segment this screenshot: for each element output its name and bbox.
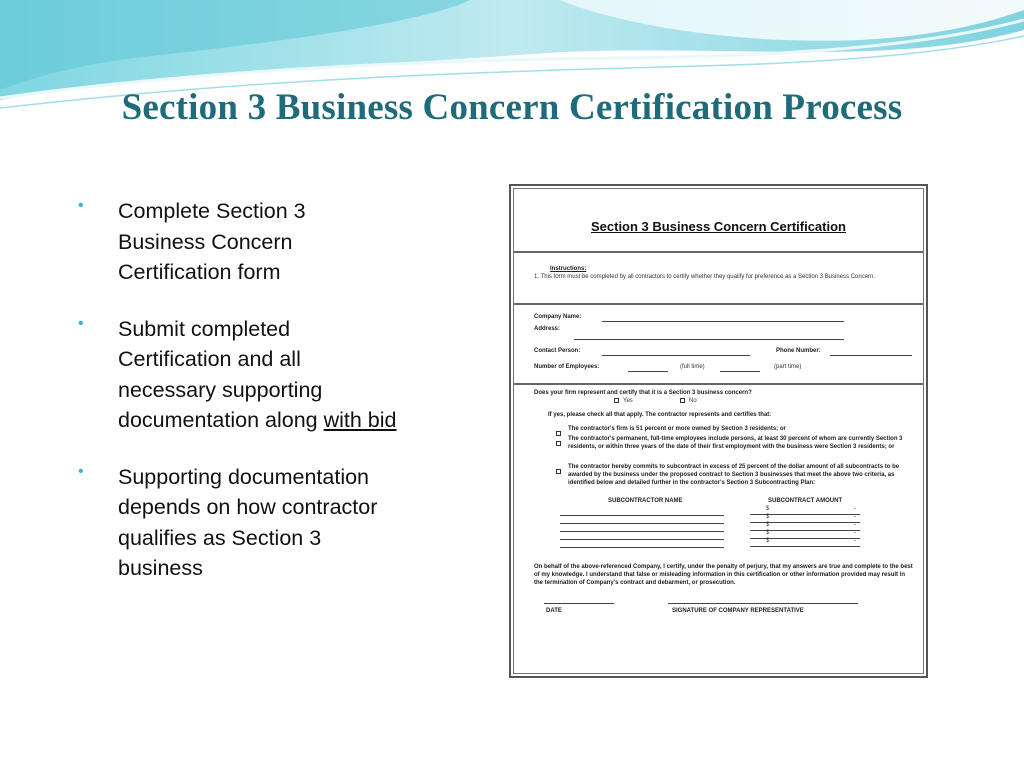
subcontractor-row-line — [560, 547, 724, 548]
bullet-item — [78, 314, 398, 436]
amount-dollar: $ — [766, 538, 770, 544]
bullet-text — [118, 314, 398, 436]
yes-option — [614, 397, 633, 405]
subcontractor-row-line — [560, 539, 724, 540]
instructions-heading: Instructions: — [550, 266, 587, 272]
signature-line — [668, 603, 858, 604]
parttime-line — [720, 371, 760, 372]
form-title-section — [514, 189, 923, 253]
instruction-1: 1. This form must be completed by all contractors to certify whether they qualify for preference as a Section 3 Business Concern. — [534, 274, 876, 280]
option-2-text: The contractor's permanent, full-time employees include persons, at least 30 percent of whom are currently Section 3 residents, or within three years of the date of their first employment with the business were Section 3 residents; or — [568, 436, 903, 450]
subcontractor-row-line — [560, 515, 724, 516]
part-time-label: (part time) — [774, 364, 802, 370]
bullet-text: Supporting documentation depends on how contractor qualifies as Section 3 business — [118, 464, 378, 580]
bullet-underlined-text: with bid — [323, 408, 397, 432]
perjury-statement: On behalf of the above-referenced Company, I certify, under the penalty of perjury, that my answers are true and complete to the best of my knowledge. I understand that false or misleading information in this certification or other information provided may result in the termination of Company's contract and debarment, or prosecution. — [534, 564, 913, 586]
amount-line — [750, 546, 860, 547]
certify-question: Does your firm represent and certify that it is a Section 3 business concern? — [534, 390, 752, 396]
amount-dollar: $ — [766, 522, 770, 528]
fulltime-line — [628, 371, 668, 372]
subcontractor-name-header: SUBCONTRACTOR NAME — [608, 498, 683, 504]
amount-dollar: $ — [766, 530, 770, 536]
amount-dash: - — [854, 506, 856, 512]
contact-person-line — [602, 355, 750, 356]
amount-dash: - — [854, 514, 856, 520]
employees-label: Number of Employees: — [534, 364, 600, 370]
no-label: No — [689, 398, 697, 404]
slide-title: Section 3 Business Concern Certification Process — [121, 87, 903, 128]
yes-checkbox — [614, 398, 619, 403]
form-title: Section 3 Business Concern Certification — [590, 219, 846, 234]
form-instructions-section — [514, 253, 923, 305]
bullet-marker: • — [78, 462, 84, 480]
option-3-text: The contractor hereby commits to subcontract in excess of 25 percent of the dollar amount of all subcontracts to be awarded by the business under the proposed contract to Section 3 businesses that meet the above two criteria, as identified below and detailed further in the contractor's Section 3 Subcontracting Plan: — [568, 464, 900, 486]
date-label: DATE — [546, 608, 562, 614]
bullet-text-part: Submit completed Certification and all necessary supporting documentation along — [118, 316, 324, 432]
option-1-text: The contractor's firm is 51 percent or more owned by Section 3 residents; or — [568, 426, 786, 432]
company-name-line — [602, 321, 844, 322]
no-checkbox — [680, 398, 685, 403]
subcontract-amount-header: SUBCONTRACT AMOUNT — [768, 498, 843, 504]
form-certification-section — [514, 385, 923, 673]
address-line — [574, 339, 844, 340]
phone-line — [830, 355, 912, 356]
bullet-marker: • — [78, 197, 84, 214]
full-time-label: (full time) — [680, 364, 705, 370]
bullet-list — [78, 196, 398, 610]
if-yes-text: If yes, please check all that apply. The contractor represents and certifies that: — [548, 412, 772, 418]
no-option — [680, 397, 697, 405]
form-inner-border — [513, 188, 924, 674]
bullet-marker: • — [78, 314, 84, 332]
bullet-item — [78, 196, 398, 288]
address-label: Address: — [534, 326, 561, 332]
amount-dollar: $ — [766, 506, 770, 512]
option-2-checkbox — [556, 435, 565, 453]
company-name-label: Company Name: — [534, 314, 582, 320]
subcontractor-row-line — [560, 523, 724, 524]
option-3-checkbox — [556, 463, 565, 481]
amount-dash: - — [854, 538, 856, 544]
form-company-info-section — [514, 305, 923, 385]
certification-form-image — [509, 184, 928, 678]
date-line — [544, 603, 614, 604]
bullet-text: Complete Section 3 Business Concern Certification form — [118, 199, 306, 284]
contact-person-label: Contact Person: — [534, 348, 581, 354]
signature-label: SIGNATURE OF COMPANY REPRESENTATIVE — [672, 608, 804, 614]
yes-label: Yes — [623, 398, 633, 404]
phone-label: Phone Number: — [776, 348, 821, 354]
subcontractor-row-line — [560, 531, 724, 532]
amount-dollar: $ — [766, 514, 770, 520]
bullet-item — [78, 462, 398, 584]
amount-dash: - — [854, 522, 856, 528]
amount-dash: - — [854, 530, 856, 536]
